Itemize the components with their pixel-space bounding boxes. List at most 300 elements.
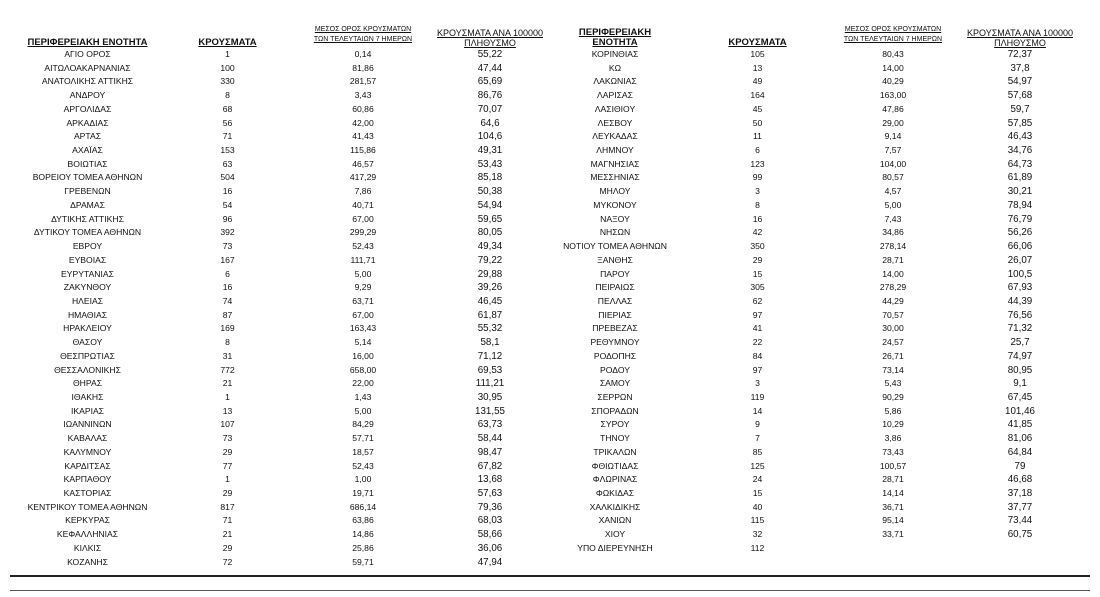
per-100k-cell: 58,66	[477, 529, 503, 541]
avg-7day-cell: 5,00	[354, 405, 372, 416]
per-100k-cell: 60,75	[1007, 529, 1033, 541]
per-100k-cell: 54,97	[1007, 76, 1033, 88]
per-100k-cell: 78,94	[1007, 199, 1033, 211]
region-cell: ΚΕΡΚΥΡΑΣ	[65, 515, 110, 526]
table-row	[555, 130, 1090, 144]
region-cell: ΝΗΣΩΝ	[599, 227, 631, 238]
per-100k-cell: 58,1	[480, 337, 500, 349]
cases-cell: 73	[222, 433, 233, 444]
right-table	[555, 14, 1090, 556]
per-100k-cell: 100,5	[1007, 268, 1033, 280]
avg-7day-cell: 0,14	[354, 49, 372, 59]
cases-cell: 119	[750, 391, 765, 402]
per-100k-cell: 49,31	[477, 145, 503, 157]
region-cell: ΚΑΡΠΑΘΟΥ	[63, 474, 112, 485]
cases-cell: 167	[220, 254, 235, 265]
left-table	[10, 14, 555, 569]
per-100k-cell: 61,87	[477, 309, 503, 321]
per-100k-cell: 49,34	[477, 241, 503, 253]
cases-cell: 169	[220, 323, 235, 334]
region-cell: ΙΩΑΝΝΙΝΩΝ	[63, 419, 112, 430]
cases-cell: 1	[225, 391, 230, 402]
region-cell: ΚΑΣΤΟΡΙΑΣ	[63, 488, 112, 498]
per-100k-cell: 111,21	[475, 378, 505, 390]
region-cell: ΜΗΛΟΥ	[599, 186, 631, 197]
cases-cell: 817	[220, 501, 235, 512]
per-100k-cell: 71,32	[1007, 323, 1033, 335]
avg-7day-cell: 16,00	[352, 350, 374, 361]
per-100k-cell: 26,07	[1007, 254, 1033, 266]
table-row	[555, 514, 1090, 528]
region-cell: ΠΕΛΛΑΣ	[597, 295, 633, 306]
per-100k-cell: 74,97	[1007, 350, 1033, 362]
table-row	[10, 514, 555, 528]
cases-cell: 153	[220, 145, 235, 156]
table-row	[10, 418, 555, 432]
avg-7day-cell: 7,86	[354, 186, 372, 197]
bottom-rule-thin	[10, 590, 1090, 591]
per-100k-cell: 79,22	[477, 254, 503, 266]
per-100k-cell: 64,84	[1007, 446, 1033, 458]
per-100k-cell: 50,38	[477, 186, 503, 198]
region-cell: ΘΑΣΟΥ	[72, 337, 103, 348]
per-100k-cell: 85,18	[477, 172, 503, 184]
per-100k-cell: 37,8	[1010, 62, 1030, 74]
region-cell: ΒΟΡΕΙΟΥ ΤΟΜΕΑ ΑΘΗΝΩΝ	[32, 172, 143, 183]
table-row	[555, 364, 1090, 378]
cases-cell: 350	[750, 241, 765, 252]
avg-7day-header-line2: ΤΩΝ ΤΕΛΕΥΤΑΙΩΝ 7 ΗΜΕΡΩΝ	[843, 36, 943, 43]
table-row	[10, 103, 555, 117]
per-100k-cell: 30,21	[1007, 186, 1033, 198]
region-cell: ΣΠΟΡΑΔΩΝ	[591, 405, 639, 416]
avg-7day-cell: 111,71	[350, 254, 376, 265]
table-row	[555, 89, 1090, 103]
table-row	[555, 103, 1090, 117]
avg-7day-cell: 4,57	[884, 186, 902, 197]
region-cell: ΜΕΣΣΗΝΙΑΣ	[590, 172, 640, 183]
cases-cell: 15	[752, 268, 763, 279]
region-cell: ΕΒΡΟΥ	[72, 241, 103, 252]
avg-7day-header	[825, 25, 961, 45]
avg-7day-cell: 9,14	[884, 131, 902, 142]
cases-cell: 16	[222, 186, 233, 197]
per-100k-header-line1: ΚΡΟΥΣΜΑΤΑ ΑΝΑ 100000	[437, 28, 543, 38]
per-100k-cell: 61,89	[1007, 172, 1033, 184]
avg-7day-cell: 30,00	[882, 323, 904, 334]
avg-7day-cell: 70,57	[882, 309, 904, 320]
table-row	[10, 501, 555, 515]
avg-7day-cell: 41,43	[352, 131, 374, 142]
per-100k-cell: 36,06	[477, 542, 503, 554]
avg-7day-cell: 104,00	[879, 158, 907, 169]
table-row	[555, 281, 1090, 295]
avg-7day-cell: 59,71	[352, 556, 374, 567]
avg-7day-cell: 67,00	[352, 213, 374, 224]
cases-cell: 31	[222, 350, 233, 361]
per-100k-cell: 55,32	[477, 323, 503, 335]
cases-cell: 97	[752, 364, 763, 375]
region-cell: ΦΛΩΡΙΝΑΣ	[592, 474, 638, 485]
avg-7day-cell: 84,29	[352, 419, 374, 430]
cases-cell: 6	[225, 268, 230, 279]
cases-cell: 50	[752, 117, 763, 128]
region-cell: ΡΟΔΟΠΗΣ	[593, 350, 637, 361]
table-row	[10, 391, 555, 405]
avg-7day-cell: 63,86	[352, 515, 374, 526]
table-row	[555, 268, 1090, 282]
cases-cell: 85	[752, 446, 763, 457]
table-row	[10, 446, 555, 460]
table-row	[555, 309, 1090, 323]
per-100k-cell: 86,76	[477, 90, 503, 102]
avg-7day-cell: 5,00	[884, 199, 902, 210]
table-row	[10, 48, 555, 62]
cases-cell: 1	[225, 49, 230, 59]
per-100k-cell: 98,47	[477, 446, 503, 458]
avg-7day-cell: 60,86	[352, 103, 374, 114]
per-100k-cell: 66,06	[1007, 241, 1033, 253]
cases-cell: 68	[222, 103, 233, 114]
per-100k-cell: 9,1	[1013, 378, 1027, 390]
table-row	[10, 405, 555, 419]
region-cell: ΛΗΜΝΟΥ	[596, 145, 634, 156]
cases-cell: 107	[220, 419, 235, 430]
cases-cell: 32	[752, 529, 763, 540]
per-100k-cell: 57,63	[477, 488, 503, 499]
cases-cell: 97	[752, 309, 763, 320]
cases-cell: 6	[755, 145, 760, 156]
region-cell: ΓΡΕΒΕΝΩΝ	[64, 186, 111, 197]
table-row	[10, 158, 555, 172]
per-100k-cell: 70,07	[477, 103, 503, 115]
region-cell: ΚΕΦΑΛΛΗΝΙΑΣ	[56, 529, 119, 540]
table-row	[555, 418, 1090, 432]
region-cell: ΑΝΑΤΟΛΙΚΗΣ ΑΤΤΙΚΗΣ	[41, 76, 134, 87]
cases-cell: 9	[755, 419, 760, 430]
region-cell: ΝΟΤΙΟΥ ΤΟΜΕΑ ΑΘΗΝΩΝ	[563, 241, 667, 252]
per-100k-cell: 37,77	[1007, 501, 1033, 513]
right-table-header	[555, 14, 1090, 48]
avg-7day-cell: 36,71	[882, 501, 904, 512]
avg-7day-cell: 417,29	[349, 172, 377, 183]
cases-cell: 3	[755, 378, 760, 389]
table-row	[555, 171, 1090, 185]
avg-7day-cell: 63,71	[352, 295, 374, 306]
region-cell: ΑΧΑΪΑΣ	[72, 145, 103, 156]
table-row	[10, 473, 555, 487]
table-row	[10, 309, 555, 323]
per-100k-cell: 72,37	[1007, 49, 1033, 60]
region-cell: ΚΙΛΚΙΣ	[73, 542, 102, 553]
avg-7day-cell: 33,71	[882, 529, 904, 540]
cases-cell: 15	[752, 488, 763, 498]
table-row	[555, 75, 1090, 89]
region-cell: ΘΗΡΑΣ	[72, 378, 103, 389]
cases-cell: 330	[220, 76, 235, 87]
avg-7day-cell: 40,29	[882, 76, 904, 87]
table-row	[10, 487, 555, 501]
cases-cell: 16	[752, 213, 763, 224]
avg-7day-header-line1: ΜΕΣΟΣ ΟΡΟΣ ΚΡΟΥΣΜΑΤΩΝ	[844, 26, 942, 33]
per-100k-cell: 25,7	[1010, 337, 1030, 349]
per-100k-cell: 104,6	[477, 131, 503, 143]
cases-cell: 42	[752, 227, 763, 238]
cases-cell: 123	[750, 158, 765, 169]
avg-7day-cell: 24,57	[882, 337, 904, 348]
avg-7day-cell: 14,14	[882, 488, 904, 498]
cases-cell: 71	[222, 131, 233, 142]
per-100k-cell: 101,46	[1005, 405, 1035, 417]
region-cell: ΞΑΝΘΗΣ	[597, 254, 633, 265]
per-100k-cell: 79,36	[477, 501, 503, 513]
table-row	[10, 377, 555, 391]
cases-cell: 8	[225, 90, 230, 101]
per-100k-cell: 30,95	[477, 391, 503, 403]
region-cell: ΡΕΘΥΜΝΟΥ	[590, 337, 640, 348]
per-100k-header-line2: ΠΛΗΘΥΣΜΟ	[464, 38, 516, 48]
per-100k-cell: 55,22	[477, 49, 503, 60]
avg-7day-cell: 14,86	[352, 529, 374, 540]
per-100k-cell: 41,85	[1007, 419, 1033, 431]
avg-7day-cell: 1,00	[354, 474, 372, 485]
per-100k-cell: 57,85	[1007, 117, 1033, 129]
right-table-body	[555, 48, 1090, 556]
region-cell: ΤΡΙΚΑΛΩΝ	[593, 446, 637, 457]
region-cell: ΧΑΝΙΩΝ	[598, 515, 632, 526]
table-row	[10, 185, 555, 199]
cases-cell: 125	[750, 460, 765, 471]
cases-cell: 13	[752, 62, 763, 73]
cases-cell: 41	[752, 323, 763, 334]
cases-cell: 45	[752, 103, 763, 114]
bottom-rule-thick	[10, 575, 1090, 577]
table-row	[10, 199, 555, 213]
region-cell: ΒΟΙΩΤΙΑΣ	[67, 158, 108, 169]
per-100k-cell: 65,69	[477, 76, 503, 88]
table-row	[10, 144, 555, 158]
table-row	[10, 75, 555, 89]
table-row	[10, 130, 555, 144]
table-row	[555, 350, 1090, 364]
table-row	[10, 432, 555, 446]
region-cell: ΚΩ	[608, 62, 622, 73]
cases-cell: 16	[222, 282, 233, 293]
avg-7day-cell: 115,86	[350, 145, 376, 156]
table-row	[555, 432, 1090, 446]
region-cell: ΕΥΒΟΙΑΣ	[68, 254, 107, 265]
per-100k-cell: 37,18	[1007, 488, 1033, 499]
avg-7day-cell: 28,71	[882, 254, 904, 265]
region-cell: ΘΕΣΣΑΛΟΝΙΚΗΣ	[54, 364, 121, 375]
cases-cell: 40	[752, 501, 763, 512]
left-table-header	[10, 14, 555, 48]
avg-7day-cell: 5,86	[884, 405, 902, 416]
cases-cell: 105	[750, 49, 765, 59]
table-row	[10, 117, 555, 131]
cases-cell: 62	[752, 295, 763, 306]
region-cell: ΜΑΓΝΗΣΙΑΣ	[590, 158, 640, 169]
cases-cell: 54	[222, 199, 233, 210]
table-row	[555, 487, 1090, 501]
avg-7day-cell: 34,86	[882, 227, 904, 238]
table-row	[555, 446, 1090, 460]
table-row	[555, 226, 1090, 240]
avg-7day-cell: 19,71	[352, 488, 374, 498]
avg-7day-cell: 7,43	[884, 213, 902, 224]
per-100k-cell: 68,03	[477, 515, 503, 527]
table-row	[10, 89, 555, 103]
region-cell: ΧΙΟΥ	[604, 529, 626, 540]
avg-7day-cell: 22,00	[352, 378, 374, 389]
avg-7day-cell: 52,43	[352, 460, 374, 471]
avg-7day-cell: 42,00	[352, 117, 374, 128]
region-header: ΠΕΡΙΦΕΡΕΙΑΚΗ ΕΝΟΤΗΤΑ	[27, 37, 148, 48]
table-row	[555, 460, 1090, 474]
region-cell: ΔΥΤΙΚΟΥ ΤΟΜΕΑ ΑΘΗΝΩΝ	[33, 227, 142, 238]
table-row	[10, 226, 555, 240]
region-cell: ΑΡΓΟΛΙΔΑΣ	[63, 103, 112, 114]
cases-cell: 24	[752, 474, 763, 485]
region-cell: ΣΥΡΟΥ	[600, 419, 630, 430]
table-row	[10, 240, 555, 254]
avg-7day-cell: 281,57	[349, 76, 377, 87]
table-row	[555, 473, 1090, 487]
per-100k-header-line2: ΠΛΗΘΥΣΜΟ	[994, 38, 1046, 48]
cases-cell: 21	[222, 529, 233, 540]
cases-cell: 11	[753, 131, 762, 142]
cases-cell: 115	[750, 515, 765, 526]
avg-7day-cell: 9,29	[354, 282, 372, 293]
avg-7day-cell: 44,29	[882, 295, 904, 306]
cases-cell: 14	[752, 405, 763, 416]
avg-7day-cell: 46,57	[352, 158, 374, 169]
cases-cell: 8	[225, 337, 230, 348]
per-100k-cell: 80,05	[477, 227, 503, 239]
region-cell: ΠΡΕΒΕΖΑΣ	[592, 323, 638, 334]
table-row	[10, 542, 555, 556]
avg-7day-cell: 81,86	[352, 62, 374, 73]
per-100k-cell: 67,93	[1007, 282, 1033, 294]
cases-cell: 8	[755, 199, 760, 210]
cases-cell: 96	[222, 213, 233, 224]
per-100k-cell: 81,06	[1007, 433, 1033, 445]
per-100k-cell: 57,68	[1007, 90, 1033, 102]
avg-7day-cell: 278,14	[879, 241, 907, 252]
region-cell: ΗΡΑΚΛΕΙΟΥ	[63, 323, 112, 334]
per-100k-cell: 63,73	[477, 419, 503, 431]
avg-7day-cell: 100,57	[879, 460, 907, 471]
per-100k-cell: 56,26	[1007, 227, 1033, 239]
table-row	[555, 117, 1090, 131]
table-row	[10, 268, 555, 282]
region-cell: ΣΕΡΡΩΝ	[597, 391, 633, 402]
per-100k-cell: 47,44	[477, 62, 503, 74]
region-cell: ΛΑΣΙΘΙΟΥ	[594, 103, 636, 114]
region-header: ΠΕΡΙΦΕΡΕΙΑΚΗ ΕΝΟΤΗΤΑ	[578, 27, 652, 48]
region-cell: ΠΕΙΡΑΙΩΣ	[595, 282, 635, 293]
cases-cell: 100	[220, 62, 235, 73]
per-100k-cell: 44,39	[1007, 295, 1033, 307]
per-100k-cell: 64,6	[480, 117, 500, 129]
table-row	[555, 185, 1090, 199]
cases-cell: 87	[222, 309, 233, 320]
table-row	[555, 542, 1090, 556]
region-cell: ΗΜΑΘΙΑΣ	[67, 309, 108, 320]
table-row	[10, 460, 555, 474]
region-cell: ΚΑΒΑΛΑΣ	[67, 433, 108, 444]
cases-header: ΚΡΟΥΣΜΑΤΑ	[198, 37, 257, 48]
avg-7day-cell: 57,71	[352, 433, 374, 444]
table-row	[555, 391, 1090, 405]
cases-cell: 21	[222, 378, 233, 389]
per-100k-cell: 131,55	[475, 405, 505, 417]
cases-cell: 1	[225, 474, 230, 485]
per-100k-cell: 58,44	[477, 433, 503, 445]
cases-cell: 77	[222, 460, 233, 471]
table-row	[555, 62, 1090, 76]
avg-7day-cell: 67,00	[352, 309, 374, 320]
table-row	[555, 336, 1090, 350]
avg-7day-cell: 686,14	[349, 501, 377, 512]
cases-cell: 29	[222, 488, 233, 498]
avg-7day-cell: 73,14	[882, 364, 904, 375]
per-100k-cell: 13,68	[477, 474, 503, 486]
per-100k-cell: 46,45	[477, 295, 503, 307]
table-row	[10, 171, 555, 185]
table-row	[555, 199, 1090, 213]
cases-cell: 71	[222, 515, 233, 526]
avg-7day-cell: 7,57	[884, 145, 902, 156]
cases-cell: 84	[752, 350, 763, 361]
per-100k-cell: 29,88	[477, 268, 503, 280]
cases-cell: 164	[750, 90, 765, 101]
table-row	[10, 336, 555, 350]
region-cell: ΤΗΝΟΥ	[600, 433, 630, 444]
cases-cell: 29	[222, 542, 233, 553]
cases-cell: 772	[220, 364, 235, 375]
per-100k-cell: 73,44	[1007, 515, 1033, 527]
avg-7day-cell: 3,43	[354, 90, 372, 101]
region-cell: ΛΑΡΙΣΑΣ	[597, 90, 633, 101]
cases-cell: 305	[750, 282, 765, 293]
region-cell: ΡΟΔΟΥ	[600, 364, 630, 375]
region-cell: ΔΥΤΙΚΗΣ ΑΤΤΙΚΗΣ	[51, 213, 124, 224]
per-100k-cell: 59,65	[477, 213, 503, 225]
cases-cell: 73	[222, 241, 233, 252]
table-row	[555, 240, 1090, 254]
region-cell: ΘΕΣΠΡΩΤΙΑΣ	[60, 350, 115, 361]
region-cell: ΔΡΑΜΑΣ	[70, 199, 105, 210]
avg-7day-header	[293, 25, 433, 45]
avg-7day-cell: 5,14	[354, 337, 372, 348]
table-row	[555, 254, 1090, 268]
per-100k-cell: 46,43	[1007, 131, 1033, 143]
avg-7day-cell: 47,86	[882, 103, 904, 114]
region-cell: ΝΑΞΟΥ	[600, 213, 630, 224]
table-row	[10, 295, 555, 309]
avg-7day-cell: 52,43	[352, 241, 374, 252]
per-100k-cell: 59,7	[1010, 103, 1030, 115]
region-cell: ΠΑΡΟΥ	[600, 268, 630, 279]
region-cell: ΠΙΕΡΙΑΣ	[598, 309, 632, 320]
avg-7day-cell: 5,43	[884, 378, 902, 389]
region-cell: ΑΡΤΑΣ	[73, 131, 102, 142]
avg-7day-cell: 28,71	[882, 474, 904, 485]
avg-7day-cell: 10,29	[882, 419, 904, 430]
per-100k-header-line1: ΚΡΟΥΣΜΑΤΑ ΑΝΑ 100000	[967, 28, 1073, 38]
avg-7day-cell: 80,43	[882, 49, 904, 59]
